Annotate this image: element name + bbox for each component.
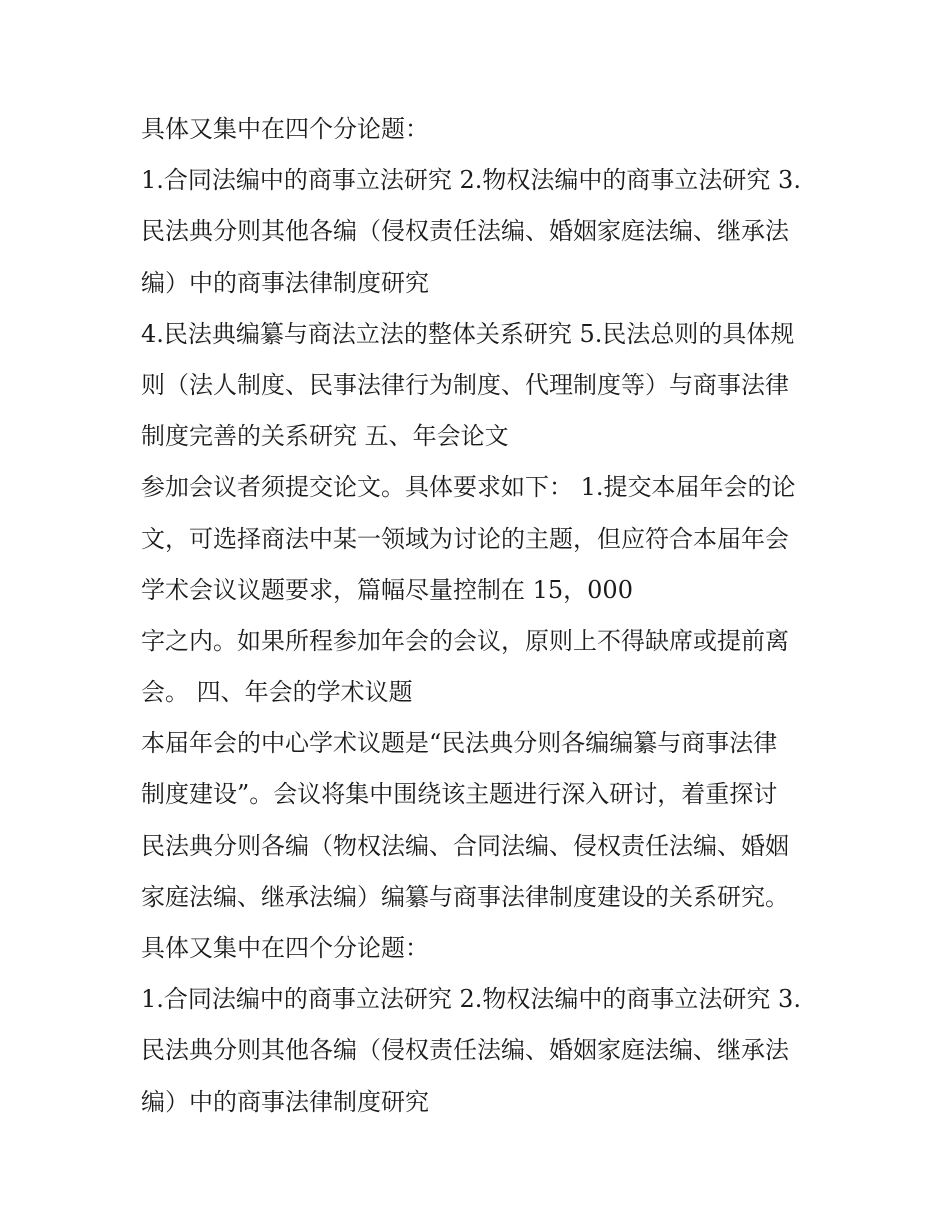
text-line: 1.合同法编中的商事立法研究 2.物权法编中的商事立法研究 3. <box>141 166 801 195</box>
text-line: 编）中的商事法律制度研究 <box>141 268 429 297</box>
text-line: 4.民法典编纂与商法立法的整体关系研究 5.民法总则的具体规 <box>141 319 795 348</box>
text-line: 具体又集中在四个分论题： <box>141 934 429 962</box>
text-line: 民法典分则其他各编（侵权责任法编、婚姻家庭法编、继承法 <box>141 217 789 246</box>
text-line: 字之内。如果所程参加年会的会议，原则上不得缺席或提前离 <box>141 626 789 655</box>
text-line: 家庭法编、继承法编）编纂与商事法律制度建设的关系研究。 <box>141 882 789 911</box>
text-line: 民法典分则各编（物权法编、合同法编、侵权责任法编、婚姻 <box>141 831 789 860</box>
text-line: 文，可选择商法中某一领域为讨论的主题，但应符合本届年会 <box>141 524 789 553</box>
document-body <box>141 104 821 1128</box>
text-line: 会。 四、年会的学术议题 <box>141 678 413 707</box>
text-line: 具体又集中在四个分论题： <box>141 115 429 143</box>
text-line: 学术会议议题要求，篇幅尽量控制在 15，000 <box>141 575 633 604</box>
text-line: 制度建设”。会议将集中围绕该主题进行深入研讨，着重探讨 <box>141 780 778 809</box>
text-line: 编）中的商事法律制度研究 <box>141 1087 429 1116</box>
text-line: 民法典分则其他各编（侵权责任法编、婚姻家庭法编、继承法 <box>141 1036 789 1065</box>
text-line: 则（法人制度、民事法律行为制度、代理制度等）与商事法律 <box>141 370 789 399</box>
text-line: 本届年会的中心学术议题是“民法典分则各编编纂与商事法律 <box>141 729 778 758</box>
text-line: 制度完善的关系研究 五、年会论文 <box>141 422 509 451</box>
text-line: 参加会议者须提交论文。具体要求如下： 1.提交本届年会的论 <box>141 473 796 502</box>
text-line: 1.合同法编中的商事立法研究 2.物权法编中的商事立法研究 3. <box>141 985 801 1014</box>
